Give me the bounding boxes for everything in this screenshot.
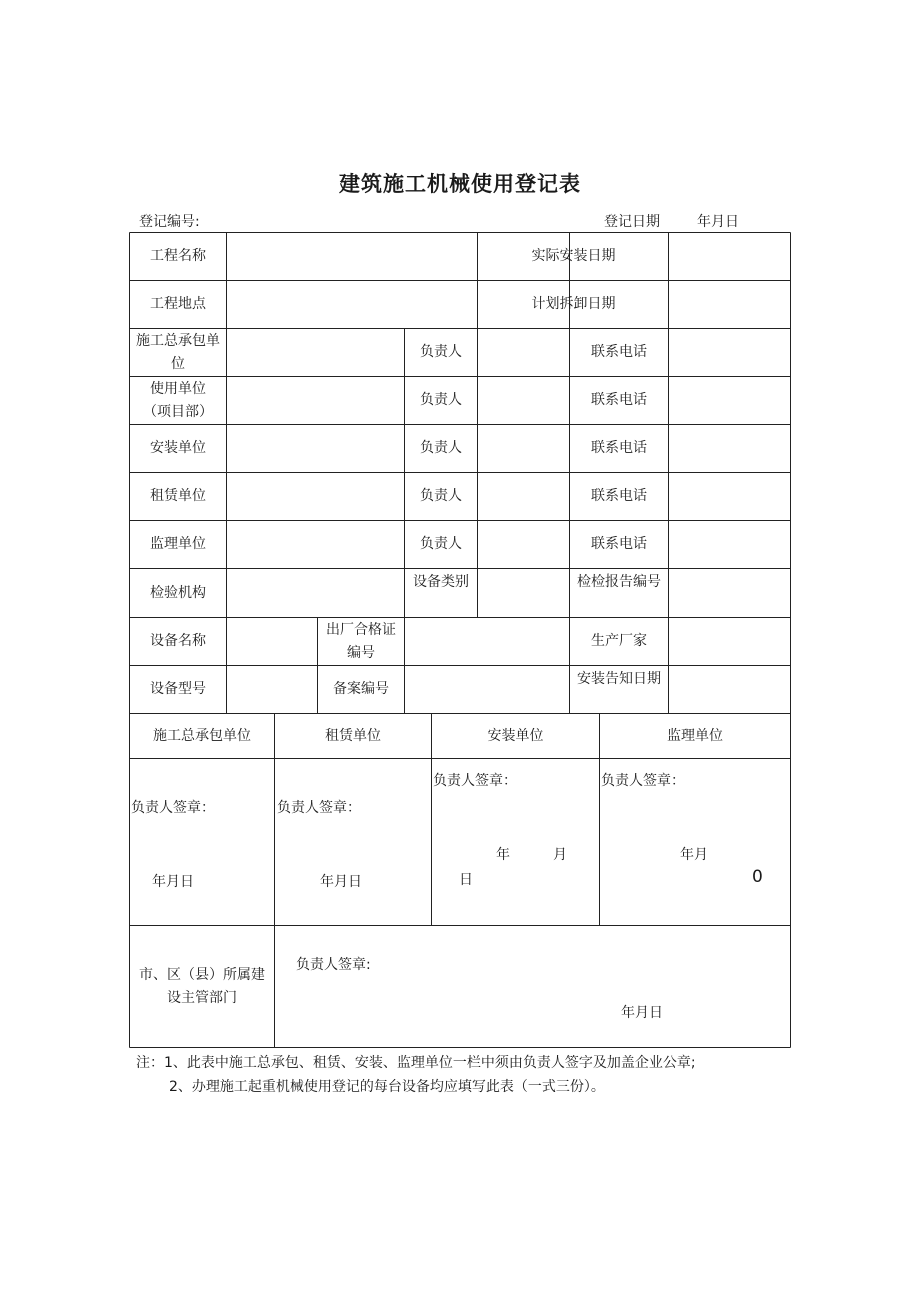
signature-date-month: 月 xyxy=(553,847,567,863)
authority-signature-date: 年月日 xyxy=(621,1005,663,1021)
filing-number-label: 备案编号 xyxy=(333,681,389,697)
project-name-label: 工程名称 xyxy=(150,248,206,264)
manufacturer-label: 生产厂家 xyxy=(591,633,647,649)
contact-phone-label: 联系电话 xyxy=(591,440,647,456)
user-unit-label: 使用单位 （项目部） xyxy=(143,380,213,420)
person-in-charge-label: 负责人 xyxy=(420,440,462,456)
signature-label: 负责人签章： xyxy=(433,773,517,789)
sign-header-lease-unit: 租赁单位 xyxy=(325,727,381,744)
signature-label: 负责人签章： xyxy=(277,800,361,816)
project-site-label: 工程地点 xyxy=(150,296,206,312)
signature-date-mark: 0 xyxy=(752,867,763,887)
contact-phone-label: 联系电话 xyxy=(591,488,647,504)
contact-phone-label: 联系电话 xyxy=(591,536,647,552)
authority-department-label: 市、区（县）所属建 设主管部门 xyxy=(139,966,265,1006)
inspection-report-number-label: 检检报告编号 xyxy=(577,574,661,590)
lease-unit-label: 租赁单位 xyxy=(150,488,206,504)
person-in-charge-label: 负责人 xyxy=(420,488,462,504)
sign-header-general-contractor: 施工总承包单位 xyxy=(153,727,251,744)
install-notice-date-label: 安装告知日期 xyxy=(577,671,661,687)
person-in-charge-label: 负责人 xyxy=(420,344,462,360)
signature-label: 负责人签章： xyxy=(131,800,215,816)
sign-header-install-unit: 安装单位 xyxy=(487,727,544,744)
registration-number-label: 登记编号: xyxy=(139,214,200,230)
equipment-model-label: 设备型号 xyxy=(150,681,206,697)
supervision-unit-label: 监理单位 xyxy=(150,536,206,552)
signature-date-year-month: 年月 xyxy=(680,847,708,863)
person-in-charge-label: 负责人 xyxy=(420,392,462,408)
page-title: 建筑施工机械使用登记表 xyxy=(339,172,581,196)
signature-date-day: 日 xyxy=(459,872,473,888)
actual-install-date-label: 实际安装日期 xyxy=(531,248,616,264)
signature-date: 年月日 xyxy=(320,874,362,890)
sign-header-supervision-unit: 监理单位 xyxy=(667,727,723,744)
signature-date-year: 年 xyxy=(496,847,510,863)
general-contractor-label: 施工总承包单 位 xyxy=(136,332,220,372)
inspection-agency-label: 检验机构 xyxy=(150,584,206,601)
registration-date-value: 年月日 xyxy=(697,214,739,230)
factory-certificate-number-label: 出厂合格证 编号 xyxy=(326,621,396,661)
authority-signature-label: 负责人签章: xyxy=(296,957,371,973)
person-in-charge-label: 负责人 xyxy=(420,536,462,552)
contact-phone-label: 联系电话 xyxy=(591,344,647,360)
note-2: 2、办理施工起重机械使用登记的每台设备均应填写此表（一式三份）。 xyxy=(169,1079,605,1095)
equipment-name-label: 设备名称 xyxy=(150,633,206,649)
install-unit-label: 安装单位 xyxy=(150,440,206,456)
signature-date: 年月日 xyxy=(152,874,194,890)
planned-removal-date-label: 计划拆卸日期 xyxy=(531,296,616,312)
signature-label: 负责人签章： xyxy=(601,773,685,789)
registration-date-label: 登记日期 xyxy=(604,214,660,230)
note-1: 注：1、此表中施工总承包、租赁、安装、监理单位一栏中须由负责人签字及加盖企业公章; xyxy=(136,1055,696,1071)
equipment-category-label: 设备类别 xyxy=(413,574,469,590)
contact-phone-label: 联系电话 xyxy=(591,392,647,408)
